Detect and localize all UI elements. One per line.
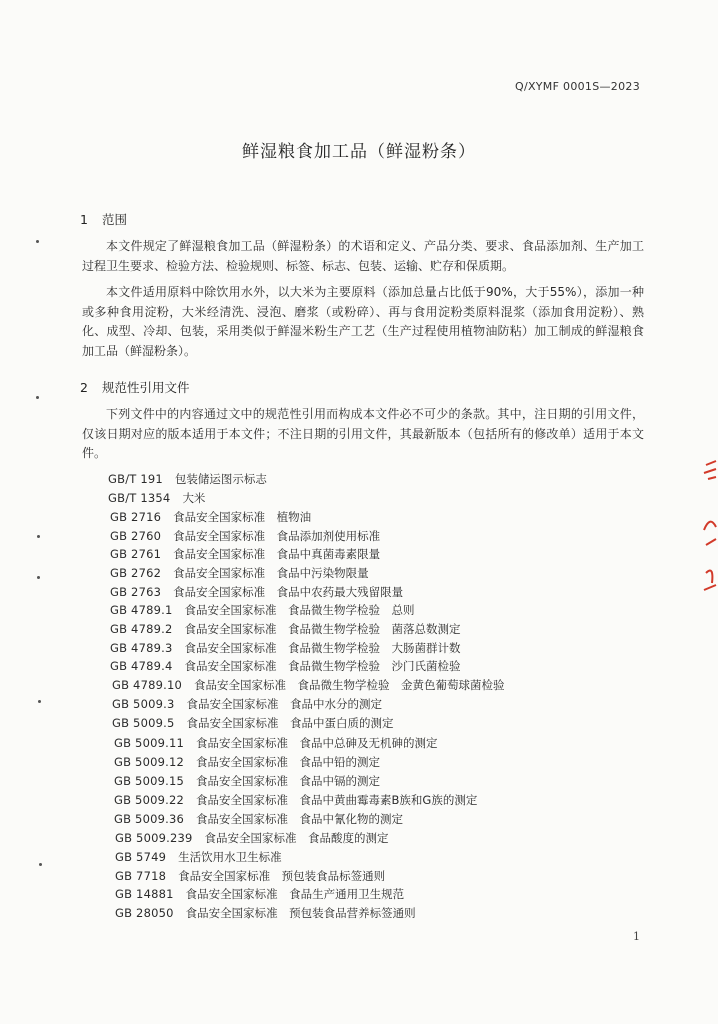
reference-title: 包装储运图示标志 (174, 472, 267, 486)
reference-title: 食品安全国家标准 食品生产通用卫生规范 (185, 887, 405, 901)
reference-code: GB 5009.36 (114, 812, 185, 826)
reference-code: GB 5009.11 (114, 736, 185, 750)
scope-paragraph-2: 本文件适用原料中除饮用水外，以大米为主要原料（添加总量占比低于90%，大于55%），添加一种或多种食用淀粉，大米经清洗、浸泡、磨浆（或粉碎）、再与食用淀粉类原料混浆（添加食用淀粉）、熟化、成型、冷却、包装，采用类似于鲜湿米粉生产工艺（生产过程使用植物油防粘）加工制成的鲜湿粮食加工品（鲜湿粉条）。 (82, 285, 644, 358)
reference-code: GB 4789.2 (110, 622, 173, 636)
reference-title: 食品安全国家标准 食品微生物学检验 金黄色葡萄球菌检验 (194, 678, 505, 692)
section-1-heading (80, 210, 127, 228)
reference-title: 食品安全国家标准 预包装食品标签通则 (178, 869, 386, 883)
reference-code: GB 28050 (115, 906, 174, 920)
section-number: 1 (80, 212, 88, 227)
document-code: Q/XYMF 0001S—2023 (514, 80, 640, 93)
reference-title: 食品安全国家标准 食品中污染物限量 (173, 566, 369, 580)
reference-title: 食品安全国家标准 食品中蛋白质的测定 (186, 716, 394, 730)
reference-code: GB 4789.10 (112, 678, 183, 692)
reference-title: 食品安全国家标准 食品中氰化物的测定 (196, 812, 404, 826)
list-item (112, 696, 382, 712)
reference-code: GB 14881 (115, 887, 174, 901)
seal-fragment-icon (700, 455, 718, 605)
reference-title: 生活饮用水卫生标准 (178, 850, 282, 864)
scan-speck (37, 576, 40, 579)
reference-title: 食品安全国家标准 食品中镉的测定 (196, 774, 381, 788)
normative-references-paragraph: 下列文件中的内容通过文中的规范性引用而构成本文件必不可少的条款。其中，注日期的引用文件，仅该日期对应的版本适用于本文件；不注日期的引用文件，其最新版本（包括所有的修改单）适用于本文件。 (82, 407, 644, 460)
reference-code: GB 5009.12 (114, 755, 185, 769)
reference-title: 食品安全国家标准 食品中总砷及无机砷的测定 (196, 736, 438, 750)
list-item (110, 584, 403, 600)
reference-title: 食品安全国家标准 食品中农药最大残留限量 (173, 585, 404, 599)
list-item (110, 509, 311, 525)
page-number: 1 (633, 930, 640, 943)
reference-code: GB 2716 (110, 510, 162, 524)
list-item (115, 849, 282, 865)
list-item (115, 905, 416, 921)
reference-code: GB 2763 (110, 585, 162, 599)
document-title: 鲜湿粮食加工品（鲜湿粉条） (242, 142, 476, 162)
reference-title: 食品安全国家标准 食品添加剂使用标准 (173, 529, 381, 543)
list-item (115, 830, 389, 846)
scope-paragraph-1: 本文件规定了鲜湿粮食加工品（鲜湿粉条）的术语和定义、产品分类、要求、食品添加剂、生产加工过程卫生要求、检验方法、检验规则、标签、标志、包装、运输、贮存和保质期。 (82, 239, 644, 273)
reference-title: 食品安全国家标准 食品中黄曲霉毒素B族和G族的测定 (196, 793, 478, 807)
list-item (110, 528, 380, 544)
reference-code: GB 4789.4 (110, 659, 173, 673)
reference-code: GB 7718 (115, 869, 167, 883)
reference-title: 食品安全国家标准 食品酸度的测定 (204, 831, 389, 845)
list-item (108, 490, 205, 506)
reference-code: GB 4789.3 (110, 641, 173, 655)
scan-speck (36, 396, 39, 399)
reference-code: GB 5009.3 (112, 697, 175, 711)
reference-code: GB 2762 (110, 566, 162, 580)
reference-title: 食品安全国家标准 食品中铅的测定 (196, 755, 381, 769)
list-item (115, 886, 404, 902)
scan-speck (37, 535, 40, 538)
reference-code: GB 2761 (110, 547, 162, 561)
scan-speck (39, 863, 42, 866)
reference-title: 食品安全国家标准 食品微生物学检验 大肠菌群计数 (184, 641, 461, 655)
list-item (110, 602, 415, 618)
section-2-heading (80, 378, 190, 396)
list-item (110, 565, 369, 581)
list-item (114, 792, 477, 808)
list-item (114, 754, 380, 770)
list-item (114, 773, 380, 789)
scan-speck (36, 240, 39, 243)
reference-title: 大米 (182, 491, 206, 505)
list-item (110, 658, 461, 674)
list-item (110, 546, 380, 562)
list-item (115, 868, 385, 884)
list-item (114, 735, 438, 751)
list-item (110, 621, 461, 637)
reference-title: 食品安全国家标准 食品微生物学检验 菌落总数测定 (184, 622, 461, 636)
scan-speck (38, 700, 41, 703)
section-title: 范围 (102, 212, 128, 227)
reference-title: 食品安全国家标准 食品微生物学检验 总则 (184, 603, 415, 617)
list-item (110, 640, 461, 656)
reference-code: GB 5749 (115, 850, 167, 864)
list-item (114, 811, 403, 827)
list-item (112, 715, 394, 731)
reference-code: GB/T 191 (108, 472, 163, 486)
reference-code: GB 5009.15 (114, 774, 185, 788)
reference-code: GB 5009.5 (112, 716, 175, 730)
section-number: 2 (80, 380, 88, 395)
reference-code: GB/T 1354 (108, 491, 171, 505)
reference-title: 食品安全国家标准 食品微生物学检验 沙门氏菌检验 (184, 659, 461, 673)
reference-title: 食品安全国家标准 预包装食品营养标签通则 (185, 906, 416, 920)
reference-title: 食品安全国家标准 植物油 (173, 510, 312, 524)
reference-title: 食品安全国家标准 食品中真菌毒素限量 (173, 547, 381, 561)
reference-code: GB 5009.239 (115, 831, 193, 845)
reference-code: GB 4789.1 (110, 603, 173, 617)
reference-title: 食品安全国家标准 食品中水分的测定 (186, 697, 382, 711)
section-title: 规范性引用文件 (102, 380, 190, 395)
reference-code: GB 2760 (110, 529, 162, 543)
list-item (108, 471, 267, 487)
list-item (112, 677, 505, 693)
reference-code: GB 5009.22 (114, 793, 185, 807)
